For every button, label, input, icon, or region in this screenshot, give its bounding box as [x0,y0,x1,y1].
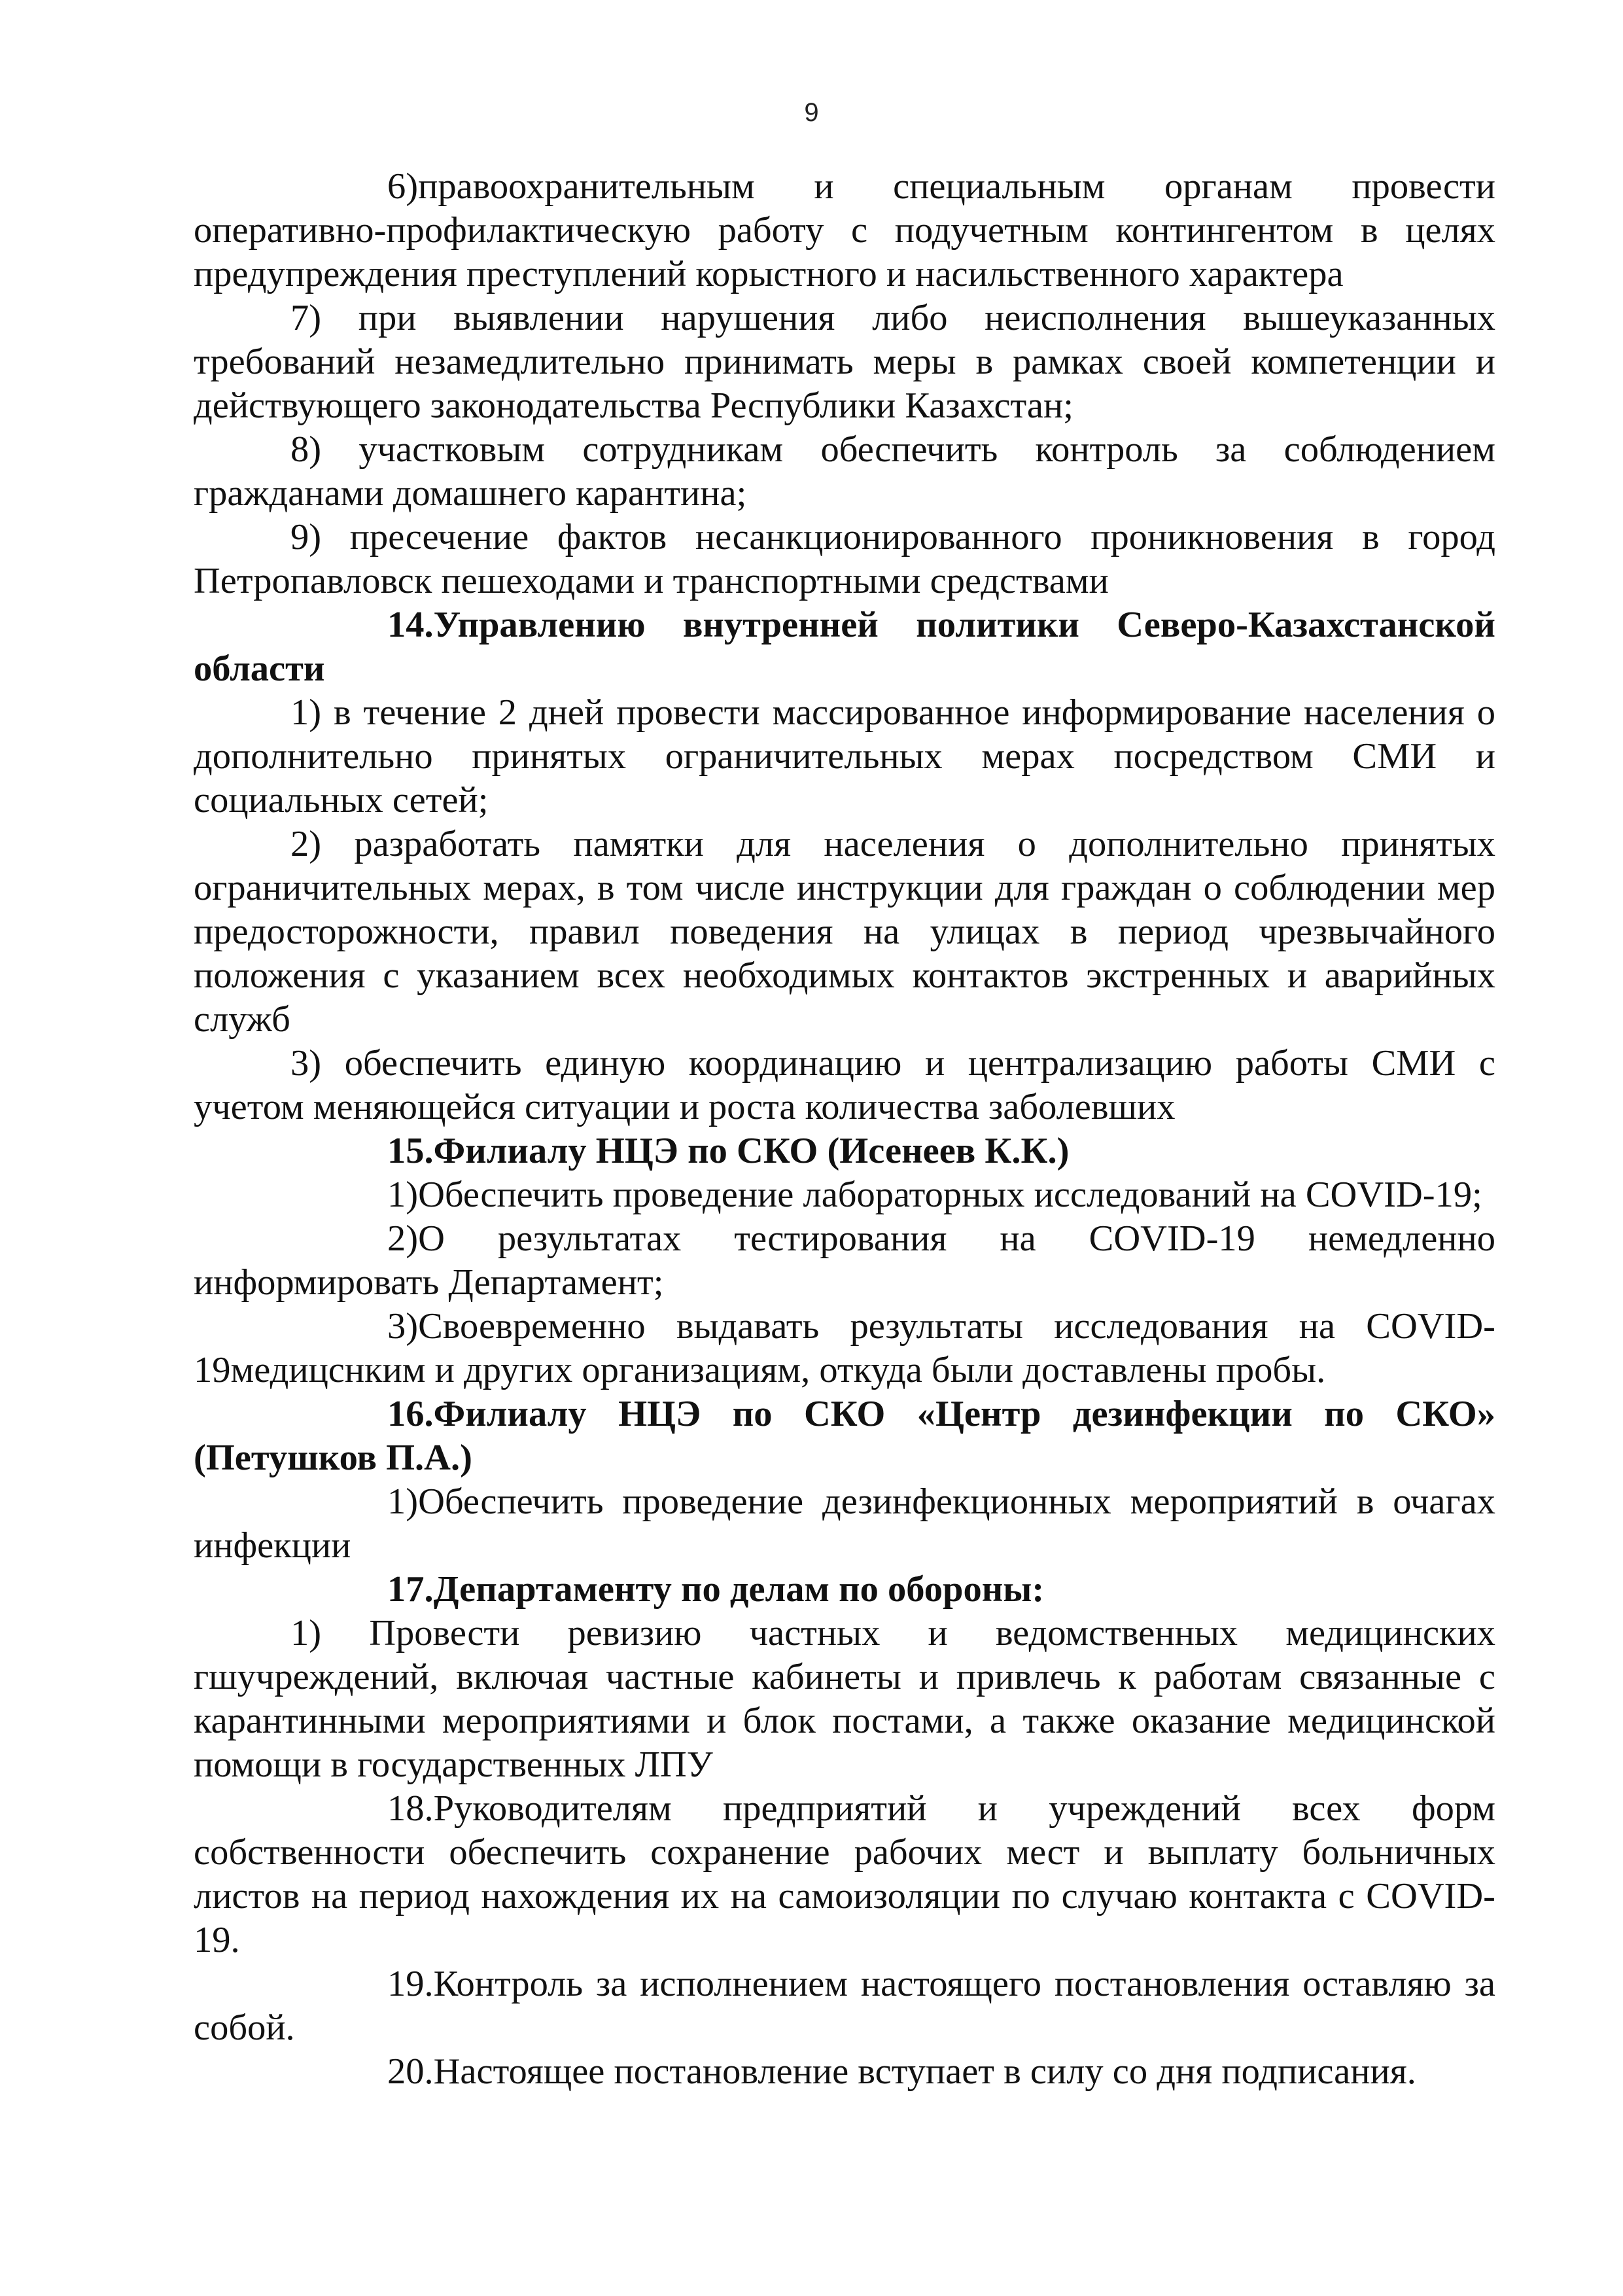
paragraph-text: 2) разработать памятки для населения о дополнительно принятых ограничительных мерах, в том числе инструкции для граждан о соблюдении мер предосторожности, правил поведения на улицах в период чрезвычайного положения с указанием всех необходимых контактов экстренных и аварийных служб [194,824,1495,1040]
paragraph-item-15-1 [194,1173,1495,1217]
paragraph-text: 1) в течение 2 дней провести массированное информирование населения о дополнительно принятых ограничительных мерах посредством СМИ и социальных сетей; [194,692,1495,821]
section-heading-14 [194,603,1495,691]
paragraph-item-17-1 [194,1612,1495,1787]
paragraph-item-16-1 [194,1480,1495,1568]
paragraph-item-14-3 [194,1042,1495,1129]
paragraph-text: 8) участковым сотрудникам обеспечить контроль за соблюдением гражданами домашнего карантина; [194,429,1495,514]
page-number: 9 [804,98,819,127]
paragraph-number: 19. [387,1964,434,2004]
section-number: 14. [387,605,434,645]
section-title: Департаменту по делам по обороны: [433,1569,1045,1610]
section-heading-16 [194,1392,1495,1480]
paragraph-item-19 [194,1962,1495,2050]
paragraph-item-6 [194,165,1495,296]
paragraph-text: правоохранительным и специальным органам провести оперативно-профилактическую работу с подучетным контингентом в целях предупреждения преступлений корыстного и насильственного характера [194,166,1495,294]
paragraph-text: Руководителям предприятий и учреждений всех форм собственности обеспечить сохранение рабочих мест и выплату больничных листов на период нахождения их на самоизоляции по случаю контакта с COVID-19. [194,1788,1495,1960]
paragraph-item-14-2 [194,822,1495,1042]
paragraph-item-7 [194,296,1495,428]
paragraph-item-15-3 [194,1305,1495,1392]
section-title: Управлению внутренней политики Северо-Казахстанской области [194,605,1495,689]
paragraph-text: Контроль за исполнением настоящего постановления оставляю за собой. [194,1964,1495,2048]
paragraph-text: О результатах тестирования на COVID-19 немедленно информировать Департамент; [194,1218,1495,1303]
paragraph-text: 3) обеспечить единую координацию и централизацию работы СМИ с учетом меняющейся ситуации и роста количества заболевших [194,1043,1495,1127]
section-title: Филиалу НЦЭ по СКО (Исенеев К.К.) [433,1131,1070,1171]
paragraph-text: Настоящее постановление вступает в силу со дня подписания. [433,2051,1416,2092]
document-body [194,165,1495,2094]
paragraph-number: 2) [387,1218,419,1259]
section-heading-17 [194,1568,1495,1612]
paragraph-number: 1) [387,1481,419,1522]
section-number: 17. [387,1569,434,1610]
section-number: 15. [387,1131,434,1171]
paragraph-text: Обеспечить проведение дезинфекционных мероприятий в очагах инфекции [194,1481,1495,1566]
paragraph-text: 9) пресечение фактов несанкционированного проникновения в город Петропавловск пешеходами и транспортными средствами [194,517,1495,601]
paragraph-number: 20. [387,2051,434,2092]
paragraph-item-9 [194,516,1495,603]
paragraph-number: 3) [387,1306,419,1347]
paragraph-item-20 [194,2050,1495,2094]
paragraph-number: 1) [387,1174,419,1215]
paragraph-text: 7) при выявлении нарушения либо неисполнения вышеуказанных требований незамедлительно принимать меры в рамках своей компетенции и действующего законодательства Республики Казахстан; [194,298,1495,426]
paragraph-text: Обеспечить проведение лабораторных исследований на COVID-19; [418,1174,1482,1215]
paragraph-item-15-2 [194,1217,1495,1305]
paragraph-item-14-1 [194,691,1495,822]
section-number: 16. [387,1394,434,1434]
section-heading-15 [194,1129,1495,1173]
paragraph-item-18 [194,1787,1495,1962]
paragraph-item-8 [194,428,1495,516]
section-title: Филиалу НЦЭ по СКО «Центр дезинфекции по СКО» (Петушков П.А.) [194,1394,1495,1478]
paragraph-text: Своевременно выдавать результаты исследования на COVID-19медицснким и других организациям, откуда были доставлены пробы. [194,1306,1495,1390]
paragraph-number: 6) [387,166,419,207]
paragraph-text: 1) Провести ревизию частных и ведомственных медицинских гшучреждений, включая частные кабинеты и привлечь к работам связанные с карантинными мероприятиями и блок постами, а также оказание медицинской помощи в государственных ЛПУ [194,1613,1495,1785]
paragraph-number: 18. [387,1788,434,1829]
